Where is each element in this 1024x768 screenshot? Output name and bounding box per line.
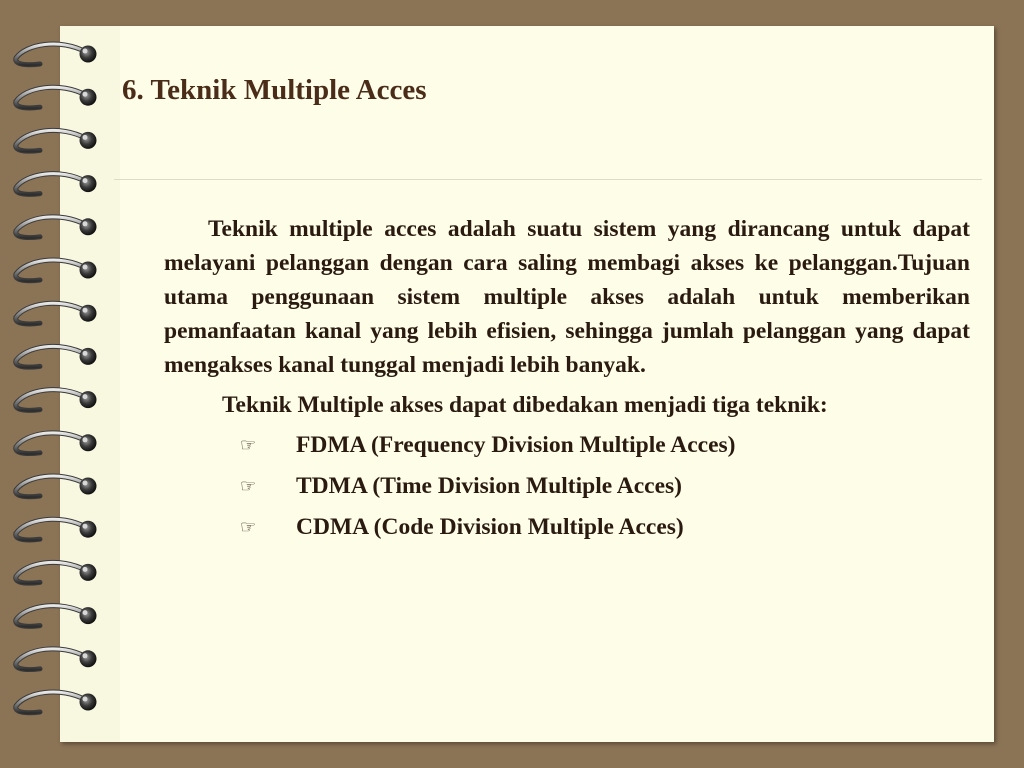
slide-body [164,212,970,551]
spiral-ring-icon [16,692,97,713]
list-item [164,469,970,510]
list-item-label: CDMA (Code Division Multiple Acces) [296,514,684,540]
pointing-hand-icon: ☞ [240,517,257,537]
technique-list [164,428,970,551]
list-item [164,510,970,551]
spiral-ring-icon [16,260,97,281]
spiral-ring-icon [16,303,97,324]
spiral-ring-icon [16,433,97,454]
spiral-ring-icon [16,174,97,195]
pointing-hand-icon: ☞ [240,435,257,455]
spiral-ring-icon [16,390,97,411]
spiral-binding [0,0,110,768]
techniques-subheading: Teknik Multiple akses dapat dibedakan menjadi tiga teknik: [222,392,828,418]
spiral-ring-icon [16,562,97,583]
spiral-ring-icon [16,649,97,670]
spiral-ring-icon [16,519,97,540]
spiral-ring-icon [16,476,97,497]
spiral-ring-icon [16,130,97,151]
slide-title: 6. Teknik Multiple Acces [122,74,427,106]
intro-paragraph: Teknik multiple acces adalah suatu sistem yang dirancang untuk dapat melayani pelanggan dengan cara saling membagi akses ke pelanggan.Tujuan utama penggunaan sistem multiple akses adalah untuk memberikan pemanfaatan kanal yang lebih efisien, sehingga jumlah pelanggan yang dapat mengakses kanal tunggal menjadi lebih banyak. [164,216,970,378]
list-item-label: FDMA (Frequency Division Multiple Acces) [296,432,736,458]
spiral-ring-icon [16,87,97,108]
list-item [164,428,970,469]
list-item-label: TDMA (Time Division Multiple Acces) [296,473,682,499]
spiral-ring-icon [16,346,97,367]
pointing-hand-icon: ☞ [240,476,257,496]
spiral-ring-icon [16,44,97,65]
spiral-ring-icon [16,217,97,238]
notebook-page [60,26,994,742]
title-divider [114,179,982,180]
spiral-ring-icon [16,606,97,627]
